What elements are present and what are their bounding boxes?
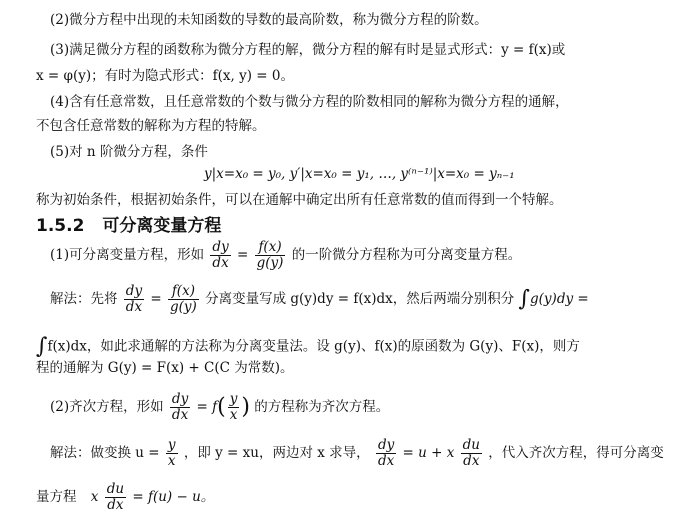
separable-method-line-2: ∫f(x)dx，如此求通解的方法称为分离变量法。设 g(y)、f(x)的原函数为 G(y)、F(x)，则方 <box>36 334 580 359</box>
integral-sign: ∫ <box>36 334 48 359</box>
section-title: 可分离变量方程 <box>102 216 222 236</box>
paragraph-2: (2)微分方程中出现的未知函数的导数的最高阶数，称为微分方程的阶数。 <box>50 12 488 28</box>
paragraph-5-line-2: 称为初始条件，根据初始条件，可以在通解中确定出所有任意常数的值而得到一个特解。 <box>36 192 563 208</box>
fraction-dy-dx: $\frac{dy}{dx}$ <box>212 239 229 271</box>
initial-conditions-formula: y|x=x₀ = y₀, y′|x=x₀ = y₁, …, y⁽ⁿ⁻¹⁾|x=x₀ = yₙ₋₁ <box>204 166 515 182</box>
separable-method-line-3: 程的通解为 G(y) = F(x) + C(C 为常数)。 <box>36 360 294 376</box>
paragraph-3-line-1: (3)满足微分方程的函数称为微分方程的解，微分方程的解有时是显式形式：y = f(x)或 <box>50 42 566 58</box>
integral-sign: ∫ <box>518 286 531 312</box>
separable-definition: (1)可分离变量方程，形如 $\frac{dy}{dx}$ = $\frac{f(x)}{g(y)}$ 的一阶微分方程称为可分离变量方程。 <box>50 239 522 271</box>
paragraph-5: (5)对 n 阶微分方程，条件 <box>50 144 208 160</box>
section-number: 1.5.2 <box>36 216 85 236</box>
homogeneous-definition: (2)齐次方程，形如 $\frac{dy}{dx}$ = f( $\frac{y}{x}$ ) 的方程称为齐次方程。 <box>50 391 390 423</box>
section-heading <box>36 218 221 235</box>
separable-result: 量方程 x $\frac{du}{dx}$ = f(u) − u。 <box>36 481 215 513</box>
separable-method-line-1: 解法：先将 $\frac{dy}{dx}$ = $\frac{f(x)}{g(y)}$ 分离变量写成 g(y)dy = f(x)dx，然后两端分别积分 ∫g(y)dy = <box>50 283 589 315</box>
homogeneous-method: 解法：做变换 u = $\frac{y}{x}$ ，即 y = xu，两边对 x 求导， $\frac{dy}{dx}$ = u + x $\frac{du}{dx}$ ，代入齐次方程，得可分离变 <box>50 437 664 469</box>
fraction-fx-gy: $\frac{f(x)}{g(y)}$ <box>256 239 284 271</box>
paragraph-3-line-2: x = φ(y)；有时为隐式形式：f(x, y) = 0。 <box>36 68 294 84</box>
paragraph-4-line-2: 不包含任意常数的解称为方程的特解。 <box>36 118 266 134</box>
paragraph-4-line-1: (4)含有任意常数，且任意常数的个数与微分方程的阶数相同的解称为微分方程的通解， <box>50 94 569 110</box>
